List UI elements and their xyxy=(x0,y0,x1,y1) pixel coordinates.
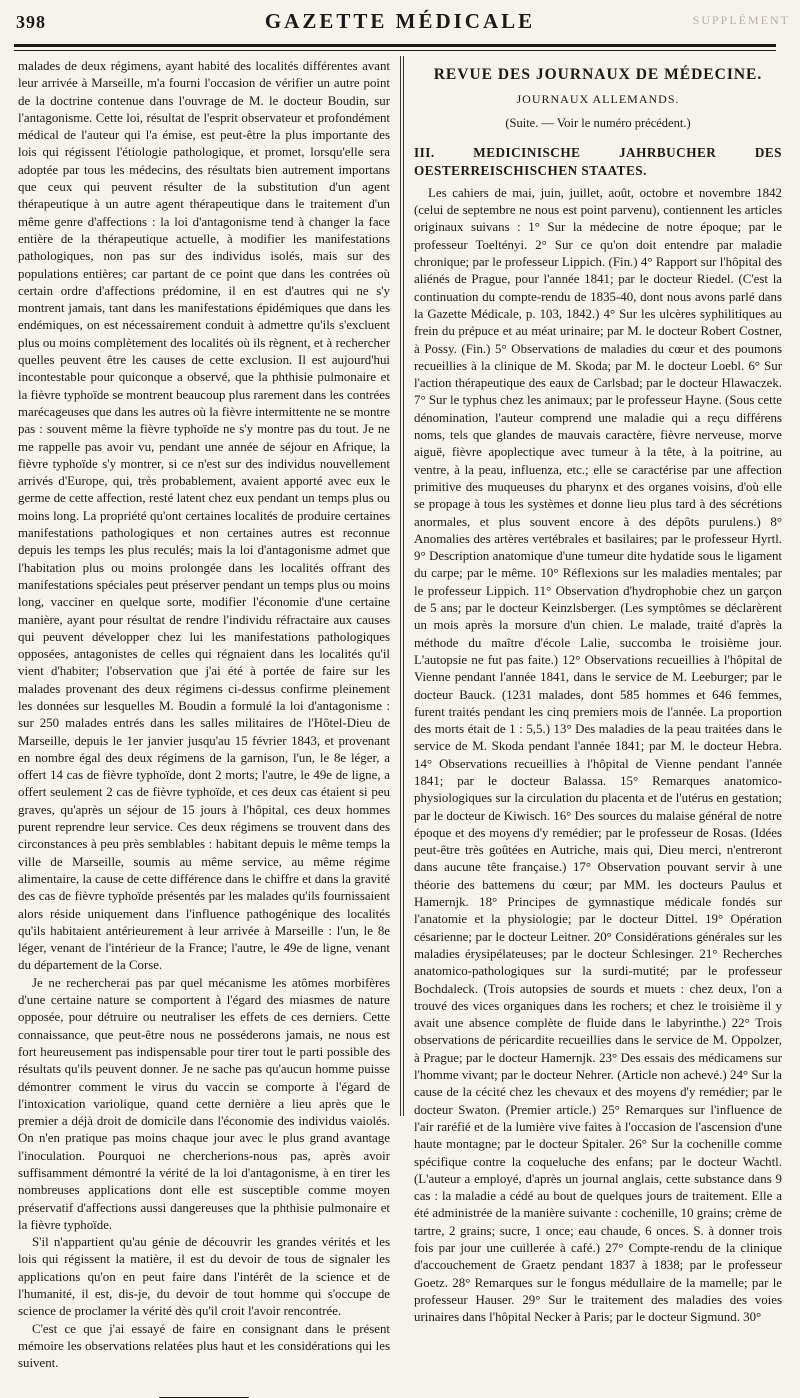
end-of-article-rule xyxy=(159,1397,249,1398)
column-divider-secondary xyxy=(403,56,404,1116)
left-paragraph: malades de deux régimens, ayant habité des localités différentes avant leur arrivée à Marseille, m'a fourni l'occasion de vérifier un autre point de la doctrine contenue dans l'ouvrage de M. le docteur Boudin, sur l'antagonisme. Cette loi, résultat de l'esprit observateur et profondément médical de l'auteur qui l'a émise, est peut-être la plus importante des lois qui régissent l'étiologie pathologique, et promet, lorsqu'elle sera adoptée par tous les médecins, des résultats bien autrement importans que ceux qui peuvent résulter de la substitution d'un agent thérapeutique à un autre agent thérapeutique dans le traitement d'un même genre d'affections : la loi d'antagonisme tend à changer la face entière de la thérapeutique actuelle, à modifier les manifestations pathologiques, non pas sur des individus isolés, mais sur des populations entières; car partant de ce point que dans les contrées où certain ordre d'affections prédomine, il en est d'autres qui ne s'y montrent jamais, tant dans les manifestations épidémiques que dans les endémiques, on est nécessairement conduit à admettre qu'ils s'excluent plus ou moins complètement des localités où ils règnent, et à rechercher quelles peuvent être les causes de cette exclusion. Il est aujourd'hui incontestable pour quiconque a observé, que la phthisie pulmonaire et la fièvre typhoïde se montrent beaucoup plus rarement dans les contrées marécageuses que dans les autres où la fièvre intermittente ne se montre pas : souvent même la fièvre typhoïde ne s'y montre pas du tout. Je ne me rappelle pas avoir vu, pendant une année de séjour en Afrique, la fièvre typhoïde s'y montrer, si ce n'est sur des individus nouvellement arrivés d'Europe, qui, très probablement, avaient apporté avec eux le germe de cette affection, resté latent chez eux pendant un temps plus ou moins long. La propriété qu'ont certaines localités de produire certaines manifestations pathologiques et non certaines autres est reconnue depuis les temps les plus reculés; mais la loi d'antagonisme admet que l'habitation plus ou moins prolongée dans les localités offrant des manifestations spéciales peut préserver pendant un temps plus ou moins long, vacciner en quelque sorte, modifier l'économie d'une certaine manière, ayant pour résultat de rendre l'individu réfractaire aux causes qui peuvent développer chez lui les manifestations pathologiques opposées, antagonistes de celles qui régnaient dans les localités qu'il vient d'habiter; l'observation que j'ai été à portée de faire sur les malades provenant des deux régimens ci-dessus confirme pleinement les données sur lesquelles M. Boudin a formulé la loi d'antagonisme : sur 250 malades entrés dans les salles militaires de l'Hôtel-Dieu de Marseille, depuis le 1er janvier jusqu'au 15 février 1843, et provenant en nombre égal des deux régimens de la garnison, l'un, le 8e léger, a offert 14 cas de fièvre typhoïde, dont 2 morts; l'autre, le 49e de ligne, a offert seulement 2 cas de fièvre typhoïde, et ces deux cas étaient si peu graves, qu'après un séjour de 15 jours à l'hôpital, ces deux hommes purent reprendre leur service. Ces deux régimens se trouvent dans des circonstances à peu près semblables : habitant depuis le même temps la ville de Marseille, soumis au même service, au même régime alimentaire, la cause de cette différence dans le chiffre et dans la gravité des cas de fièvre typhoïde présentés par les malades qu'ils fournissaient alors réside uniquement dans l'influence pathogénique des localités qu'ils habitaient antérieurement à leur arrivée à Marseille : l'un, le 8e léger, venant de l'intérieur de la France; l'autre, le 49e de ligne, venant du département de la Corse. xyxy=(18,59,390,973)
page-number: 398 xyxy=(16,12,46,32)
header-rule-thin xyxy=(14,50,776,51)
journal-heading: III. MEDICINISCHE JAHRBUCHER DES OESTERREISCHISCHEN STAATES. xyxy=(414,144,782,178)
subsection-title: JOURNAUX ALLEMANDS. xyxy=(516,92,680,107)
left-paragraph: S'il n'appartient qu'au génie de découvrir les grandes vérités et les lois qui régissent la matière, il est du devoir de tous de signaler les applications qu'on en peut faire dans l'intérêt de la science et de l'humanité, il est, dis-je, du devoir de tout homme qui s'occupe de science de proclamer la vérité dès qu'il croit l'avoir rencontrée. xyxy=(18,1235,390,1319)
left-column xyxy=(18,58,390,1398)
page-header xyxy=(0,0,800,44)
section-title: REVUE DES JOURNAUX DE MÉDECINE. xyxy=(433,66,763,83)
header-rule-thick xyxy=(14,44,776,47)
column-divider xyxy=(400,56,401,1116)
journal-title: GAZETTE MÉDICALE xyxy=(264,9,536,33)
continuation-note: (Suite. — Voir le numéro précédent.) xyxy=(505,115,691,130)
left-paragraph: C'est ce que j'ai essayé de faire en consignant dans le présent mémoire les observations relatées plus haut et les considérations qui les suivent. xyxy=(18,1321,390,1371)
right-column xyxy=(414,66,782,1326)
bleed-through-text: SUPPLÉMENT xyxy=(692,13,790,27)
left-paragraph: Je ne rechercherai pas par quel mécanisme les atômes morbifères d'une certaine nature se comportent à l'égard des miasmes de nature opposée, pour détruire ou neutraliser les effets de ces derniers. Cette connaissance, que peut-être nous ne posséderons jamais, ne nous est fort heureusement pas indispensable pour tirer tout le parti possible des résultats qu'ils peuvent donner. Je ne sache pas qu'aucun homme puisse démontrer comment le virus du vaccin se comporte à l'égard de l'intoxication variolique, quand cette dernière a lieu après que le premier a déjà droit de domicile dans l'économie des individus vaiolés. On n'en pratique pas moins chaque jour avec le plus grand avantage l'inoculation. Pourquoi ne chercherions-nous pas, après avoir suffisamment démontré la vérité de la loi d'antagonisme, à en tirer les nombreuses applications dont elle est susceptible comme moyen préservatif d'affections aussi dangereuses que la phthisie pulmonaire et la fièvre typhoïde. xyxy=(18,975,390,1232)
right-paragraph: Les cahiers de mai, juin, juillet, août, octobre et novembre 1842 (celui de septembre ne nous est point parvenu), contiennent les articles originaux suivans : 1° Sur la médecine de notre époque; par le professeur Toeltényi. 2° Sur ce qu'on doit entendre par maladie chronique; par le professeur Lippich. (Fin.) 4° Rapport sur l'hôpital des aliénés de Prague, pour l'année 1841; par le docteur Riedel. (C'est la continuation du compte-rendu de 1835-40, dont nous avons parlé dans la Gazette Médicale, p. 103, 1842.) 4° Sur les ulcères syphilitiques au frein du prépuce et au méat urinaire; par M. le docteur Robert Costner, à Possy. (Fin.) 5° Observations de maladies du cœur et des poumons recueillies à la clinique de M. Skoda; par M. le docteur Loebl. 6° Sur l'action thérapeutique des eaux de Carlsbad; par le docteur Hlawaczek. 7° Sur le typhus chez les animaux; par le professeur Hayne. (Sous cette dénomination, l'auteur comprend une maladie qui a reçu différens noms, tels que glandes de mauvais caractère, fièvre nerveuse, morve aiguë, fièvre apoplectique avec tumeur à la tête, à la poitrine, au ventre, à la peau, influenza, etc.; elle se caractérise par une affection primitive des muqueuses du pharynx et des organes voisins, d'où elle se propage à tous les systèmes et donne lieu plus tard à des sécrétions anormales, et plus souvent encore à des dépôts purulens.) 8° Anomalies des artères vertébrales et basilaires; par le professeur Hyrtl. 9° Description anatomique d'une tumeur dite hydatide sous le ligament du carpe; par le même. 10° Réflexions sur les maladies mentales; par le professeur Lippich. 11° Observation d'hydrophobie chez un garçon de 5 ans; par le docteur Keinzlsberger. (Les symptômes se déclarèrent un mois après la morsure d'un chien. Le malade, traité d'après la méthode du maître d'école Lalie, succomba le troisième jour. L'autopsie ne fut pas faite.) 12° Observations recueillies à l'hôpital de Vienne pendant l'année 1841, dans le service de M. Leeburger; par le docteur Bauck. (1231 malades, dont 585 hommes et 646 femmes, furent traités pendant les cinq premiers mois de l'année. La proportion des morts était de 1 : 5,5.) 13° Des maladies de la peau traitées dans le service de M. Skoda pendant l'année 1841; par M. le docteur Hebra. 14° Observations recueillies à l'hôpital de Vienne pendant l'année 1841; par le docteur Balassa. 15° Remarques anatomico-physiologiques sur la circulation du placenta et de l'utérus en gestation; par le docteur de Kiwisch. 16° Des sources du malaise général de notre époque et des moyens d'y remédier; par le professeur de Rosas. (Idées peut-être très goûtées en Autriche, mais qui, Dieu merci, n'entreront dans aucune tête française.) 17° Observation pouvant servir à une théorie des battemens du cœur; par MM. les docteurs Paulus et Hamernjk. 18° Principes de gymnastique médicale fondés sur l'anatomie et la physiologie; par le docteur Dittel. 19° Opération césarienne; par le docteur Leitner. 20° Considérations générales sur les maladies érysipélateuses; par le docteur Schlesinger. 21° Recherches anatomico-pathologiques sur la surdi-mutité; par le professeur Bochdaleck. (Trois autopsies de sourds et muets : chez deux, l'on a trouvé des vices organiques dans les rochers; et chez le troisième il y avait une absence complète de fluide dans le labyrinthe.) 22° Trois observations de péricardite recueillies dans le service de M. Oppolzer, à Prague; par le docteur Hamernjk. 23° Des essais des médicamens sur l'homme vivant; par le docteur Nehrer. (Article non achevé.) 24° Sur la cause de la cécité chez les chevaux et des moyens d'y remédier; par le docteur Swaton. (Premier article.) 25° Remarques sur l'influence de l'air raréfié et de la lumière vive faites à l'occasion de l'ascension d'une haute montagne; par le docteur Spitaler. 26° Sur la cochenille comme spécifique contre la coqueluche des enfans; par le docteur Wachtl. (L'auteur a employé, d'après un journal anglais, cette substance dans 9 cas : la maladie a cédé au bout de quelques jours de traitement. Elle a été administrée de la manière suivante : cochenille, 10 grains; crème de tartre, 2 grains; sucre, 1 once; eau chaude, 6 onces. S. à donner trois fois par jour une cuillerée à café.) 27° Compte-rendu de la clinique d'accouchement de Graetz pendant 1837 à 1838; par le professeur Goetz. 28° Remarques sur le fongus médullaire de la mamelle; par le professeur Hauser. 29° Sur le traitement des maladies des voies urinaires dans l'hôpital Necker à Paris; par le docteur Sigmund. 30° xyxy=(414,185,782,1325)
